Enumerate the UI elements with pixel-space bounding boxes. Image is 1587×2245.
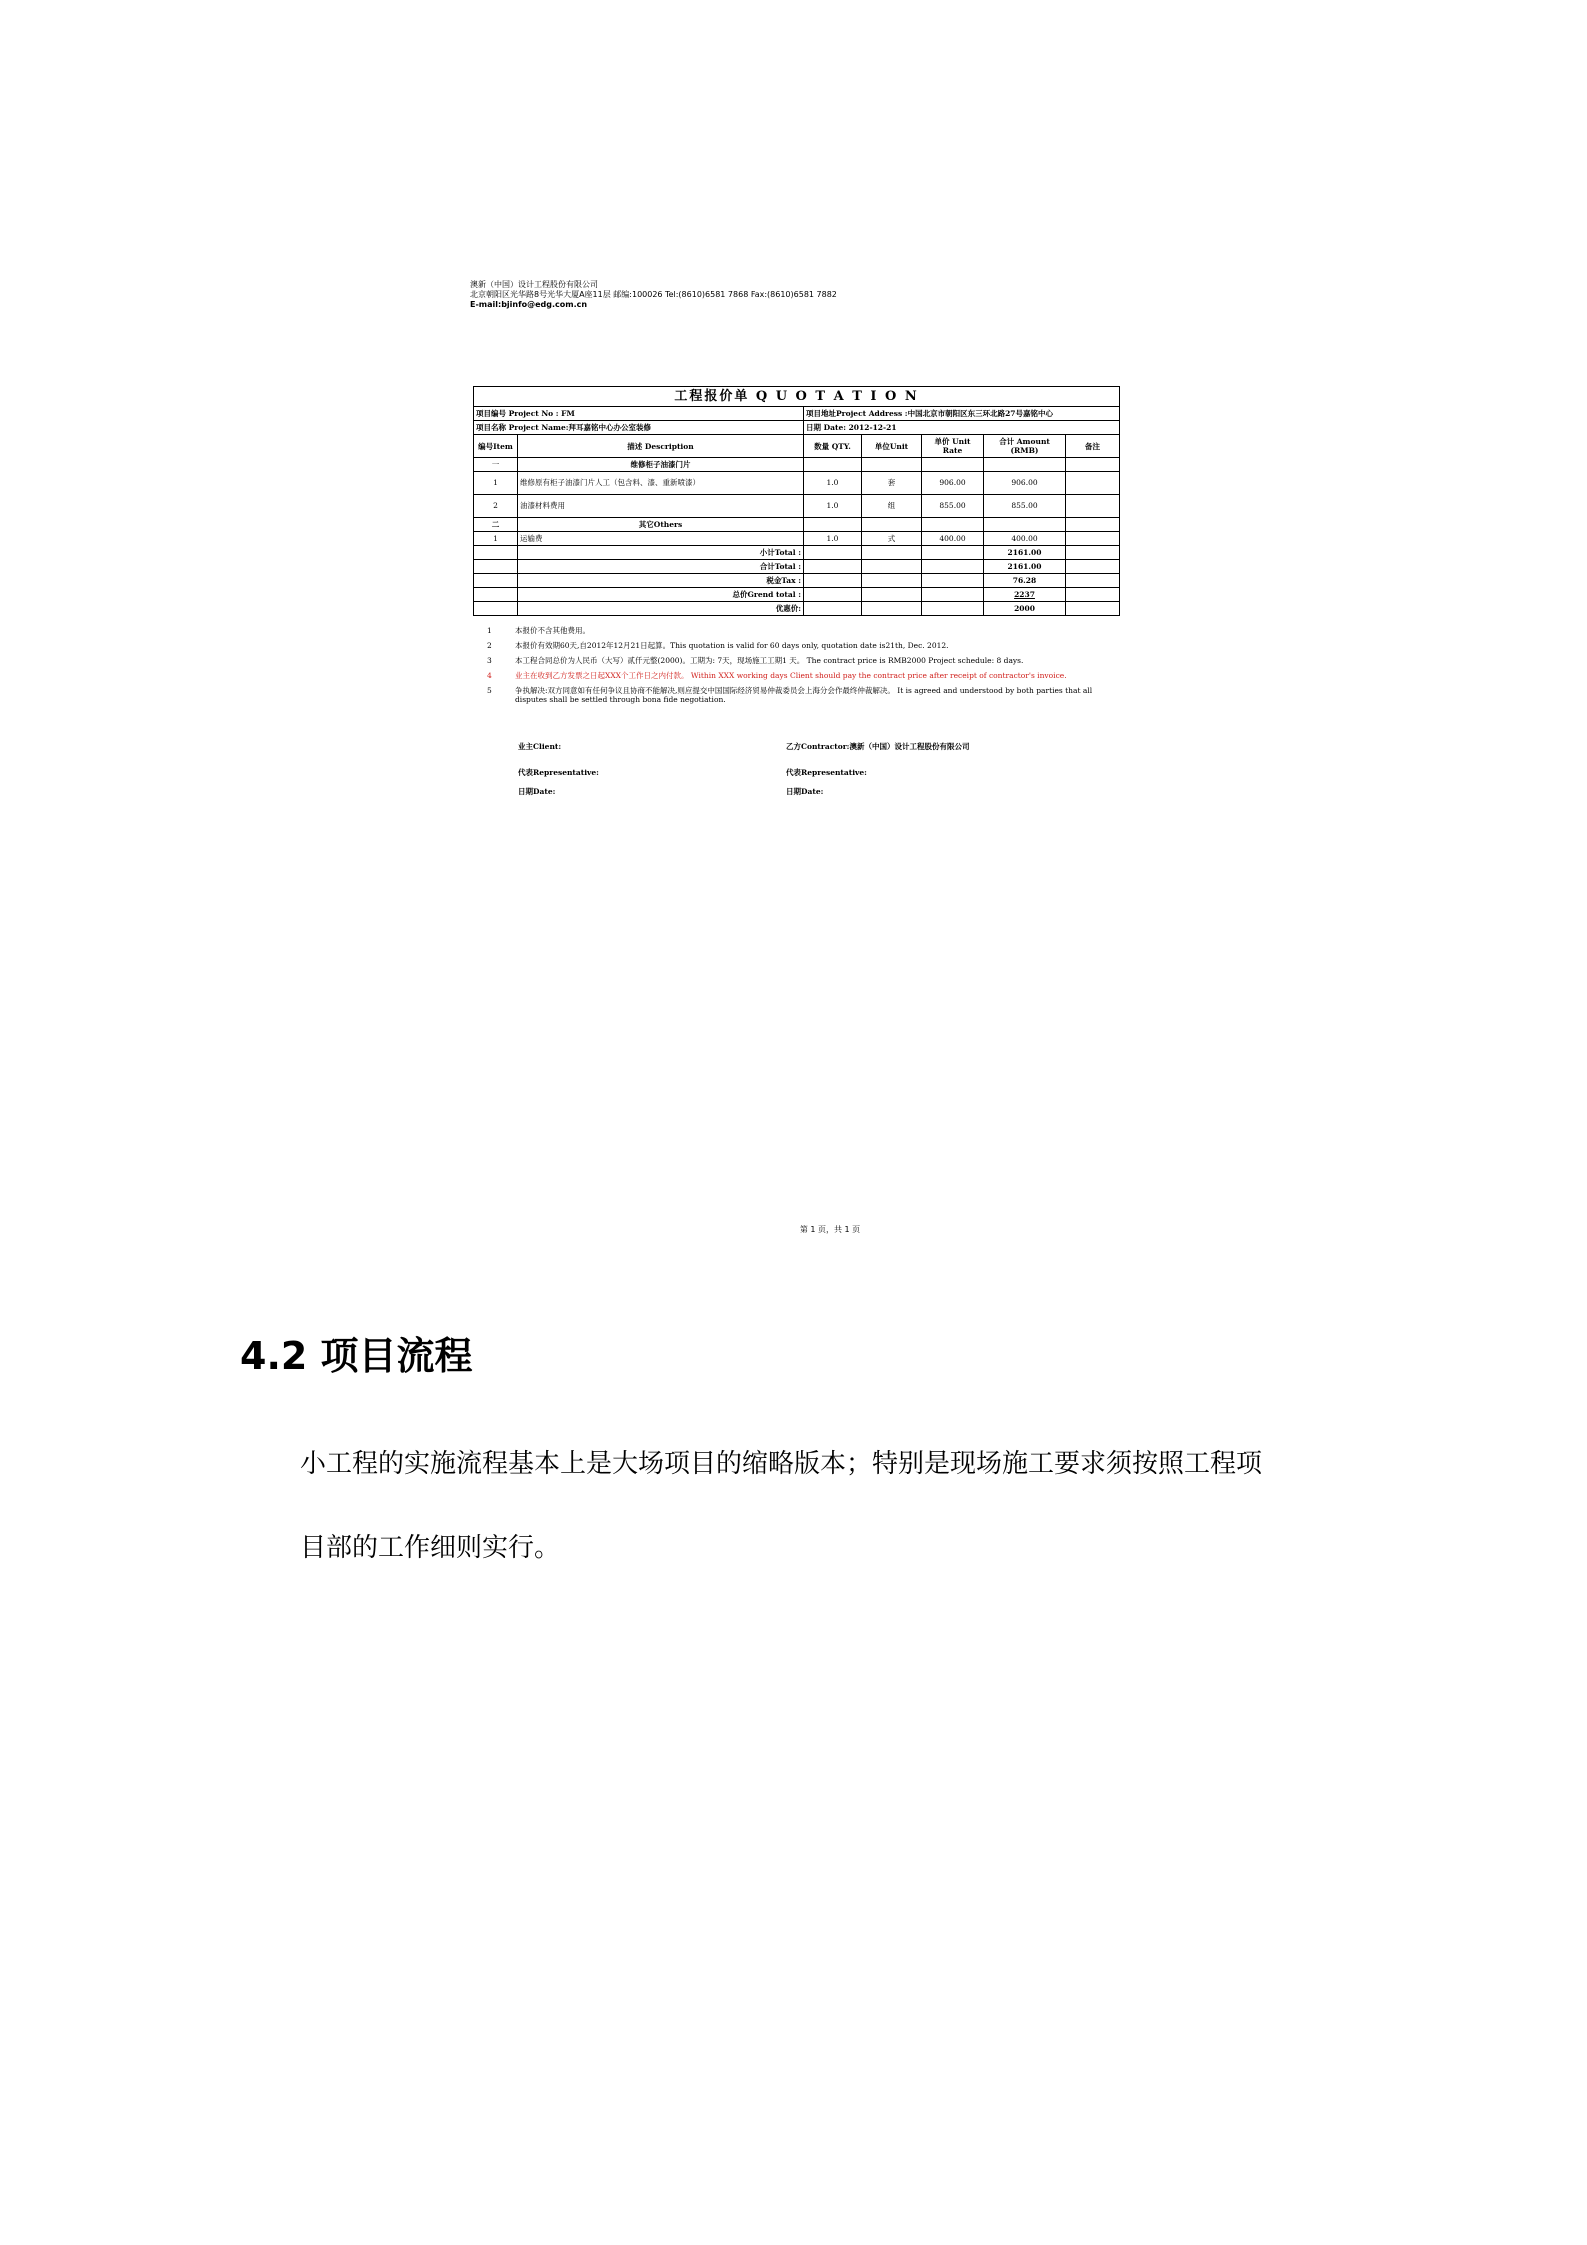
row-rate: 855.00 (922, 495, 984, 518)
row-no: 2 (474, 495, 518, 518)
row-rate: 400.00 (922, 532, 984, 546)
note-text: 争执解决:双方同意如有任何争议且协商不能解决,则应提交中国国际经济贸易仲裁委员会上海分会作最终仲裁解决。 It is agreed and understood by both parties that all disputes shall be settled through bona fide negotiation. (515, 686, 1093, 704)
row-amount: 400.00 (984, 532, 1066, 546)
total-value: 76.28 (984, 574, 1066, 588)
row-qty: 1.0 (804, 495, 862, 518)
note-item (487, 641, 1097, 650)
row-amount: 855.00 (984, 495, 1066, 518)
note-number: 3 (487, 656, 492, 665)
page-footer: 第 1 页，共 1 页 (799, 1225, 861, 1234)
body-paragraph-line-1: 小工程的实施流程基本上是大场项目的缩略版本；特别是现场施工要求须按照工程项 (300, 1449, 1263, 1479)
total-row (474, 574, 1120, 588)
row-qty: 1.0 (804, 532, 862, 546)
row-unit: 式 (862, 532, 922, 546)
total-label: 合计Total : (518, 560, 804, 574)
sign-date-right: 日期Date: (786, 787, 824, 796)
total-row (474, 546, 1120, 560)
total-label: 税金Tax : (518, 574, 804, 588)
col-desc: 描述 Description (518, 435, 804, 458)
table-row (474, 518, 1120, 532)
table-row (474, 532, 1120, 546)
row-desc: 维修原有柜子油漆门片人工（包含料、漆、重新喷漆） (518, 472, 804, 495)
total-value: 2000 (984, 602, 1066, 616)
note-item (487, 656, 1097, 665)
quotation-table (473, 386, 1120, 616)
project-name: 项目名称 Project Name:拜耳嘉铭中心办公室装修 (474, 421, 804, 435)
row-desc: 其它Others (518, 518, 804, 532)
total-row (474, 602, 1120, 616)
col-amount: 合计 Amount (RMB) (984, 435, 1066, 458)
company-email: E-mail:bjinfo@edg.com.cn (470, 300, 588, 309)
total-value: 2161.00 (984, 560, 1066, 574)
project-address: 项目地址Project Address :中国北京市朝阳区东三环北路27号嘉铭中心 (804, 407, 1120, 421)
total-row (474, 588, 1120, 602)
row-amount: 906.00 (984, 472, 1066, 495)
quotation-notes (487, 626, 1097, 710)
table-row (474, 458, 1120, 472)
sign-client: 业主Client: (518, 742, 562, 751)
project-no: 项目编号 Project No : FM (474, 407, 804, 421)
company-address: 北京朝阳区光华路8号光华大厦A座11层 邮编:100026 Tel:(8610)6581 7868 Fax:(8610)6581 7882 (470, 290, 837, 299)
total-value: 2161.00 (984, 546, 1066, 560)
table-header-row (474, 435, 1120, 458)
row-no: 1 (474, 472, 518, 495)
quotation-document (470, 280, 1100, 310)
total-value: 2237 (984, 588, 1066, 602)
row-desc: 运输费 (518, 532, 804, 546)
sign-contractor: 乙方Contractor:澳新（中国）设计工程股份有限公司 (786, 742, 970, 751)
company-header (470, 280, 1100, 310)
total-label: 总价Grend total : (518, 588, 804, 602)
table-row (474, 472, 1120, 495)
col-rate: 单价 Unit Rate (922, 435, 984, 458)
row-unit: 组 (862, 495, 922, 518)
col-qty: 数量 QTY. (804, 435, 862, 458)
row-desc: 油漆材料费用 (518, 495, 804, 518)
company-name: 澳新（中国）设计工程股份有限公司 (470, 280, 598, 289)
col-remark: 备注 (1066, 435, 1120, 458)
total-label: 优惠价: (518, 602, 804, 616)
note-number: 4 (487, 671, 492, 680)
section-heading: 4.2 项目流程 (240, 1334, 473, 1378)
sign-rep-right: 代表Representative: (786, 768, 867, 777)
note-item (487, 671, 1097, 680)
note-text: 业主在收到乙方发票之日起XXX个工作日之内付款。 Within XXX working days Client should pay the contract price after receipt of contractor's invoice. (515, 671, 1067, 680)
row-no: 二 (474, 518, 518, 532)
row-unit: 套 (862, 472, 922, 495)
total-row (474, 560, 1120, 574)
body-paragraph-line-2: 目部的工作细则实行。 (300, 1533, 561, 1563)
note-text: 本工程合同总价为人民币（大写）贰仟元整(2000)。工期为: 7天，现场施工工期1 天。 The contract price is RMB2000 Project schedule: 8 days. (515, 656, 1024, 665)
col-unit: 单位Unit (862, 435, 922, 458)
row-no: 1 (474, 532, 518, 546)
sign-date-left: 日期Date: (518, 787, 556, 796)
total-label: 小计Total : (518, 546, 804, 560)
sign-rep-left: 代表Representative: (518, 768, 599, 777)
note-number: 2 (487, 641, 492, 650)
note-number: 5 (487, 686, 492, 695)
note-item (487, 626, 1097, 635)
note-text: 本报价不含其他费用。 (515, 626, 590, 635)
project-date: 日期 Date: 2012-12-21 (804, 421, 1120, 435)
row-qty: 1.0 (804, 472, 862, 495)
note-text: 本报价有效期60天,自2012年12月21日起算。This quotation is valid for 60 days only, quotation date is21th, Dec. 2012. (515, 641, 949, 650)
quotation-title: 工程报价单 Q U O T A T I O N (474, 387, 1120, 407)
row-desc: 维修柜子油漆门片 (518, 458, 804, 472)
note-number: 1 (487, 626, 492, 635)
col-item: 编号Item (474, 435, 518, 458)
note-item (487, 686, 1097, 704)
table-row (474, 495, 1120, 518)
row-no: 一 (474, 458, 518, 472)
row-rate: 906.00 (922, 472, 984, 495)
